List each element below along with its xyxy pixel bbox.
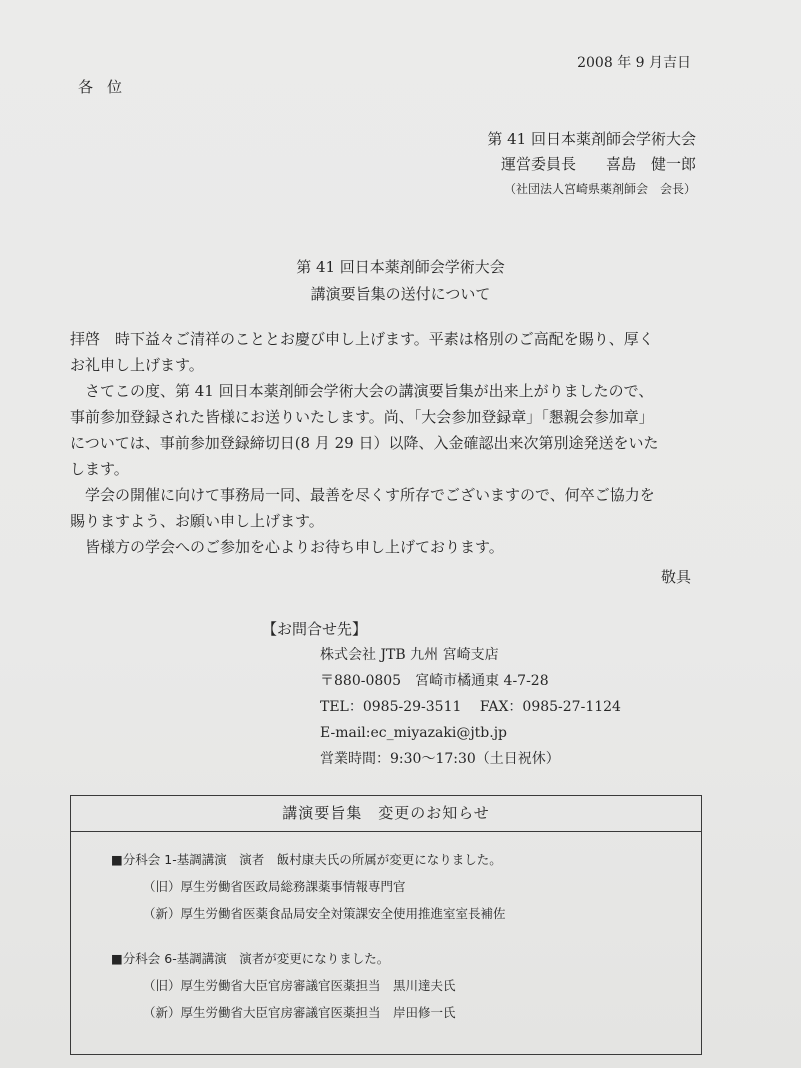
contact-company: 株式会社 JTB 九州 宮崎支店 — [320, 647, 499, 663]
contact-heading: 【お問合せ先】 — [262, 620, 368, 638]
body-line: 事前参加登録された皆様にお送りいたします。尚、「大会参加登録章」「懇親会参加章」 — [70, 408, 654, 426]
notice-body — [71, 832, 701, 1026]
body-line: については、事前参加登録締切日(8 月 29 日）以降、入金確認出来次第別途発送をいた — [70, 434, 659, 452]
contact-email: E-mail:ec_miyazaki@jtb.jp — [320, 725, 508, 741]
body-line: します。 — [70, 460, 129, 478]
letter-closing: 敬具 — [660, 568, 691, 586]
addressee: 各位 — [78, 78, 137, 96]
body-line: 拝啓 時下益々ご清祥のこととお慶び申し上げます。平素は格別のご高配を賜り、厚く — [70, 330, 654, 348]
document-title-line2: 講演要旨集の送付について — [310, 285, 491, 303]
notice-item1-new: （新）厚生労働省医薬食品局安全対策課安全使用推進室室長補佐 — [143, 906, 506, 921]
contact-hours: 営業時間：9:30～17:30（土日祝休） — [320, 751, 560, 767]
body-line: お礼申し上げます。 — [70, 356, 204, 374]
body-line: 学会の開催に向けて事務局一同、最善を尽くす所存でございますので、何卒ご協力を — [70, 486, 655, 504]
change-notice-box — [70, 795, 702, 1055]
contact-phone-fax: TEL：0985-29-3511 FAX：0985-27-1124 — [320, 699, 621, 715]
sender-organization: 第 41 回日本薬剤師会学術大会 — [487, 130, 696, 148]
body-line: 賜りますよう、お願い申し上げます。 — [70, 512, 324, 530]
contact-address: 〒880-0805 宮崎市橘通東 4-7-28 — [320, 673, 549, 689]
contact-block — [320, 642, 621, 772]
notice-item2-head: ■分科会 6-基調講演 演者が変更になりました。 — [111, 951, 390, 966]
sender-affiliation: （社団法人宮崎県薬剤師会 会長） — [503, 182, 696, 196]
notice-item2-new: （新）厚生労働省大臣官房審議官医薬担当 岸田修一氏 — [143, 1005, 456, 1020]
notice-item1-old: （旧）厚生労働省医政局総務課薬事情報専門官 — [143, 879, 406, 894]
body-line: さてこの度、第 41 回日本薬剤師会学術大会の講演要旨集が出来上がりましたので、 — [70, 382, 654, 400]
letter-body — [70, 326, 710, 560]
sender-chair: 運営委員長 喜島 健一郎 — [500, 155, 696, 173]
notice-title: 講演要旨集 変更のお知らせ — [282, 804, 490, 822]
notice-item2-old: （旧）厚生労働省大臣官房審議官医薬担当 黒川達夫氏 — [143, 978, 456, 993]
notice-item1-head: ■分科会 1-基調講演 演者 飯村康夫氏の所属が変更になりました。 — [111, 852, 502, 867]
notice-spacer — [111, 927, 701, 945]
document-title-line1: 第 41 回日本薬剤師会学術大会 — [296, 258, 505, 276]
body-line: 皆様方の学会へのご参加を心よりお待ち申し上げております。 — [70, 538, 504, 556]
document-date: 2008 年 9 月吉日 — [577, 55, 691, 71]
